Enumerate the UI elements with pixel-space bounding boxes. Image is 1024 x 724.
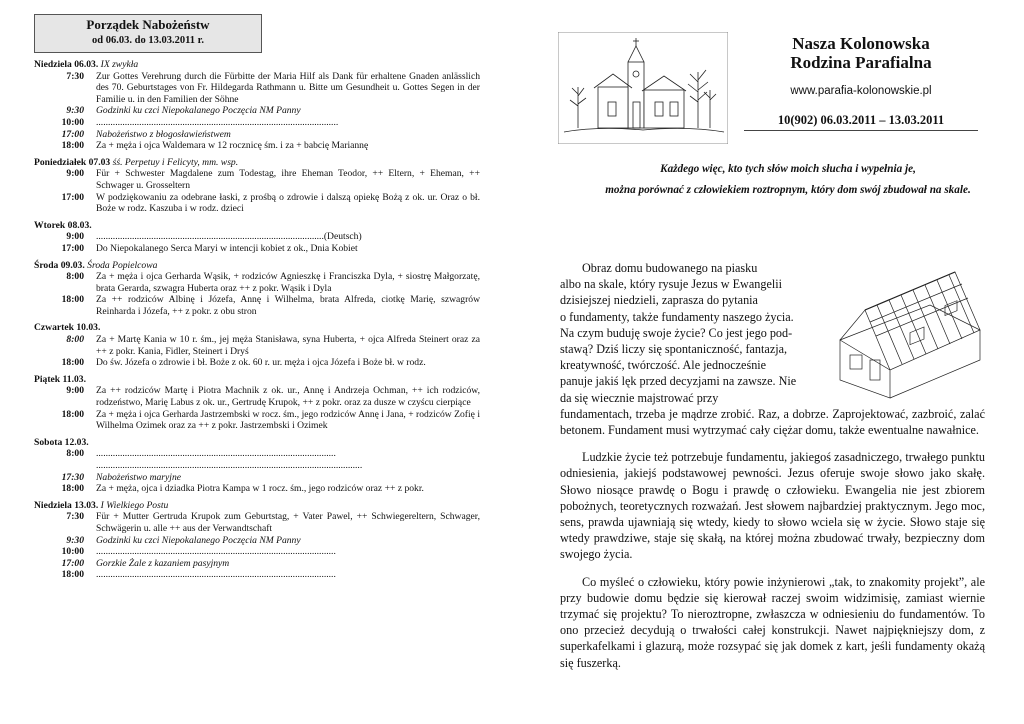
masthead-title-line2: Rodzina Parafialna [790,53,932,72]
mass-entry [34,271,480,294]
mass-entry [34,71,480,106]
mass-intention: Za + męża i ojca Gerharda Wąsik, + rodziców Agnieszkę i Franciszka Dyla, + siostrę Małgorzatę, brata Gerarda, szwagra Huberta oraz ++ z pokr. Wąsik i Dyla [96,271,480,294]
day-date: Czwartek 10.03. [34,322,101,334]
parish-url: www.parafia-kolonowskie.pl [790,85,932,97]
day-liturgical-note: Środa Popielcowa [87,259,158,271]
mass-time: 17:00 [61,242,84,254]
mass-intention: Nabożeństwo z błogosławieństwem [96,128,231,140]
mass-intention: Do Niepokalanego Serca Maryi w intencji kobiet z ok., Dnia Kobiet [96,242,358,254]
mass-time: 10:00 [61,546,84,558]
mass-entry [34,334,480,357]
day-heading [34,157,480,169]
mass-entry [34,569,480,581]
mass-time: 18:00 [61,357,84,369]
day-heading [34,322,480,334]
article-line: Na czym buduję swoje życie? Co jest jego pod- [560,325,793,340]
mass-intention: Do św. Józefa o zdrowie i bł. Boże z ok. 60 r. ur. męża i ojca Józefa i Boże bł. w rodz. [96,357,426,369]
mass-time: 18:00 [61,569,84,581]
schedule-header-box [34,14,262,53]
day-heading [34,374,480,386]
mass-entry [34,140,480,152]
article-paragraph-1-rest: fundamentach, trzeba je mądrze zrobić. Raz, a dobrze. Zaprojektować, zazbroić, zalać betonem. Fundament musi wytrzymać cały ciężar domu, także ewentualne nawałnice. [560,406,985,438]
mass-time: 8:00 [66,448,84,460]
mass-intention: Für + Mutter Gertruda Krupok zum Geburtstag, + Vater Pawel, ++ Schwiegereltern, Schwager, Schwägerin u. alle ++ aus der Verwandtschaft [96,511,480,534]
day-heading [34,260,480,272]
day-date: Piątek 11.03. [34,373,86,385]
article-line: panuje jakiś lęk przed decyzjami na zawsze. Nie [560,374,797,389]
mass-time: 10:00 [61,116,84,128]
article-paragraph-1-wrapped [560,260,818,406]
mass-time: 17:00 [61,191,84,203]
mass-intention: Za + męża, ojca i dziadka Piotra Kampa w 1 rocz. śm., jego rodziców oraz ++ z pokr. [96,483,424,495]
article-line: da się wiecznie majstrować przy [560,390,719,405]
masthead-title-line1: Nasza Kolonowska [792,34,930,53]
mass-entry [34,448,480,460]
mass-entry [34,558,480,570]
article-line: stawą? Dziś liczy się spontaniczność, fantazja, [560,342,788,357]
gospel-quote [578,162,998,204]
mass-time: 9:00 [66,168,84,180]
article-line: albo na skale, który rysuje Jezus w Ewangelii [560,277,783,292]
mass-time: 8:00 [66,334,84,346]
article-paragraph-3: Co myśleć o człowieku, który powie inżynierowi „tak, to znakomity projekt”, ale przy budowie domu będzie się kierował raczej swoim widzimisię, zamiast wiernie trzymać się projektu? To nieroztropne, zwłaszcza w odniesieniu do fundamentów. To ono przecież decydują o trwałości całej konstrukcji. Nawet najpiękniejszy dom, z superkafelkami i glazurą, może rozsypać się jak domek z kart, jeśli fundamenty okażą się fuszerką. [560,574,985,670]
mass-intention: Godzinki ku czci Niepokalanego Poczęcia NM Panny [96,105,301,117]
day-date: Niedziela 13.03. [34,499,101,511]
quote-line1: Każdego więc, kto tych słów moich słucha i wypełnia je, [660,163,916,175]
mass-entry [34,192,480,215]
mass-intention: .................................................................................................... [96,546,336,558]
day-date: Środa 09.03. [34,259,88,271]
mass-intention: .................................................................................................... [96,569,336,581]
mass-entry [34,511,480,534]
mass-intention: Nabożeństwo maryjne [96,471,182,483]
mass-entry [34,409,480,432]
mass-intention: Für + Schwester Magdalene zum Todestag, ihre Eheman Teodor, ++ Eltern, + Eheman, ++ Schwager u. Grosseltern [96,168,480,191]
mass-entry [34,472,480,484]
schedule-day [34,260,480,318]
day-heading [34,437,480,449]
article-line: dzisiejszej niedzieli, zaprasza do pytania [560,293,758,308]
mass-time: 17:00 [61,128,84,140]
day-liturgical-note: I Wielkiego Postu [100,499,169,511]
mass-time: 17:30 [61,471,84,483]
mass-entry [34,385,480,408]
masthead [744,34,978,131]
mass-time: 18:00 [61,408,84,420]
day-heading [34,59,480,71]
day-liturgical-note: IX zwykła [100,59,139,70]
mass-schedule [34,14,480,581]
article-line: o fundamenty, także fundamenty naszego życia. [560,309,794,324]
day-date: Sobota 12.03. [34,436,89,448]
day-heading [34,220,480,232]
schedule-day [34,374,480,432]
mass-entry [34,243,480,255]
schedule-dates: od 06.03. do 13.03.2011 r. [92,35,204,46]
mass-time: 9:00 [66,385,84,397]
mass-intention: ............................................................................................................... [96,460,363,471]
mass-time: 9:30 [66,534,84,546]
mass-time: 7:30 [66,70,84,82]
mass-entry [34,294,480,317]
mass-entry [34,105,480,117]
article-line: Obraz domu budowanego na piasku [582,261,758,275]
mass-entry [34,460,480,472]
issue-number: 10(902) 06.03.2011 – 13.03.2011 [744,113,978,131]
day-liturgical-note: śś. Perpetuy i Felicyty, mm. wsp. [112,156,239,168]
mass-time: 9:30 [66,105,84,117]
article-body [560,260,985,682]
article-paragraph-2: Ludzkie życie też potrzebuje fundamentu, jakiegoś zasadniczego, trwałego punktu odniesienia, jakiejś podstawowej pewności. Jezus oferuje swoje słowo jako skałę. Słowo niosące prawdę o Bogu i prawdę o człowieku. Ewangelia nie jest zbiorem pobożnych, teoretycznych rozważań. Jest słowem najbardziej praktycznym. Jego moc, sens, prawda ujawniają się wtedy, kiedy to słowo wciela się w życie. Słowo staje się wtedy prawdziwe, staje się skałą, na której można zbudować trwały, bezpieczny dom swojego życia. [560,450,985,562]
mass-intention: ...............................................................................................(Deutsch) [96,231,362,243]
day-date: Niedziela 06.03. [34,59,101,70]
mass-time: 18:00 [61,294,84,306]
mass-intention: ..................................................................................................... [96,116,339,128]
schedule-day [34,437,480,495]
schedule-day [34,322,480,368]
mass-time: 8:00 [66,271,84,283]
mass-time: 18:00 [61,483,84,495]
mass-intention: Za + Martę Kania w 10 r. śm., jej męża Stanisława, syna Huberta, + ojca Alfreda Steinert oraz za ++ z pokr. Kania, Fidler, Steinert i Dryś [96,334,480,357]
mass-entry [34,231,480,243]
mass-intention: Za ++ rodziców Martę i Piotra Machnik z ok. ur., Annę i Andrzeja Ochman, ++ ich rodziców, rodzeństwo, Marię Labus z ok. ur., Gertrudę Krupok, ++ z pokr. oraz za dusze w czyścu cierpiące [96,385,480,409]
mass-time: 17:00 [61,557,84,569]
day-date: Poniedziałek 07.03 [34,156,113,168]
mass-intention: Gorzkie Żale z kazaniem pasyjnym [96,557,230,569]
article-line: kreatywność, twórczość. Ale jednocześnie [560,358,767,373]
mass-entry [34,546,480,558]
mass-time: 9:00 [66,231,84,243]
mass-entry [34,168,480,191]
schedule-day [34,220,480,255]
mass-time [34,460,84,472]
mass-entry [34,357,480,369]
mass-intention: W podziękowaniu za odebrane łaski, z prośbą o zdrowie i dalszą opiekę Bożą z ok. ur. Oraz o bł. Boże w rodz. Kaszuba i w rodz. dzieci [96,191,480,215]
church-illustration [558,32,728,144]
mass-intention: Za + męża i ojca Waldemara w 12 rocznicę śm. i za + babcię Mariannę [96,140,369,152]
mass-entry [34,117,480,129]
mass-intention: Za ++ rodziców Albinę i Józefa, Annę i Wilhelma, brata Alfreda, ciotkę Marię, szwagrów Reinharda i Józefa, ++ z pokr. z obu stron [96,294,480,317]
quote-line2: można porównać z człowiekiem roztropnym, który dom swój zbudował na skale. [605,184,971,196]
schedule-day [34,59,480,152]
day-heading [34,500,480,512]
mass-entry [34,483,480,495]
mass-entry [34,535,480,547]
mass-intention: Godzinki ku czci Niepokalanego Poczęcia NM Panny [96,534,301,546]
day-date: Wtorek 08.03. [34,219,92,231]
schedule-day [34,157,480,215]
schedule-list [34,59,480,581]
mass-intention: Za + męża i ojca Gerharda Jastrzembski w rocz. śm., jego rodziców Annę i Jana, + rodziców Zofię i Wilhelma Ozimek oraz za ++ z pokr. Jastrzembski i Ozimek [96,408,480,432]
mass-intention: Zur Gottes Verehrung durch die Fürbitte der Maria Hilf als Dank für erhaltene Gnaden anlässlich des 70. Geburtstages von Fr. Hildegarda Rathmann u. Bitte um Gesundheit u. Gottes Segen in der Familie u. in den Familien der Söhne [96,70,480,105]
schedule-title: Porządek Nabożeństw [86,17,210,32]
mass-time: 18:00 [61,140,84,152]
schedule-day [34,500,480,581]
mass-entry [34,129,480,141]
mass-time: 7:30 [66,511,84,523]
mass-intention: .................................................................................................... [96,448,336,460]
